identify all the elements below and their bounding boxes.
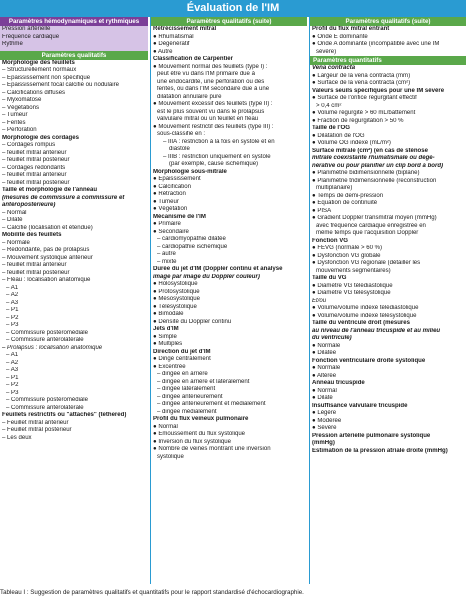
list-item: ● Rétraction bbox=[153, 191, 186, 197]
section-heading: Valeurs seuils spécifiques pour une IM sévère bbox=[312, 87, 445, 94]
list-item: ● Fraction de régurgitation > 50 % bbox=[312, 117, 404, 124]
list-item: ● Sévère bbox=[312, 425, 337, 431]
list-item: ● Inversion du flux systolique bbox=[153, 438, 231, 445]
list-item: est le plus souvent vu dans le prolapsus bbox=[157, 108, 265, 115]
list-item: – Normal bbox=[2, 209, 27, 216]
list-item: – A3 bbox=[6, 299, 19, 306]
list-item: – autre bbox=[157, 251, 176, 257]
list-item: – P1 bbox=[6, 307, 19, 313]
header-qualitative-continued: Paramètres qualitatifs (suite) bbox=[151, 17, 307, 26]
list-item: ● Altérée bbox=[312, 372, 337, 379]
list-item: même temps que l'acquisition Doppler bbox=[316, 230, 419, 236]
section-heading: Insuffisance valvulaire tricuspide bbox=[312, 402, 408, 409]
section-heading: image par image du Doppler couleur) bbox=[153, 273, 260, 280]
list-item: – IIIA : restriction à la fois en systole et en bbox=[163, 138, 275, 145]
list-item: ● Holosystolique bbox=[153, 281, 198, 287]
list-item: – feuillet mitral postérieur bbox=[2, 157, 70, 163]
list-item: ● PISA bbox=[312, 207, 332, 214]
list-item: – Calcifications diffuses bbox=[2, 89, 66, 96]
section-heading: Anneau tricuspide bbox=[312, 380, 365, 386]
section-heading: Fonction ventriculaire droite systolique bbox=[312, 357, 426, 364]
list-item: valvulaire mitral ou un feuillet en fléau bbox=[157, 116, 259, 122]
list-item: ● Temps de demi-pression bbox=[312, 192, 384, 199]
list-item: – A1 bbox=[6, 284, 19, 291]
list-item: systolique bbox=[157, 453, 184, 460]
list-item: ● Primaire bbox=[153, 221, 181, 227]
list-item: – Structurellement normaux bbox=[2, 67, 77, 73]
list-item: ● Émoussement du flux systolique bbox=[153, 431, 246, 437]
list-item: – feuillet mitral antérieur bbox=[2, 172, 67, 178]
section-heading: Fonction VG bbox=[312, 237, 348, 244]
list-item: – Dilaté bbox=[2, 217, 23, 223]
list-item: ● FEVG (normale > 60 %) bbox=[312, 245, 383, 251]
section-heading: Profil du flux mitral entrant bbox=[312, 26, 390, 32]
column-qualitative-quantitative bbox=[309, 17, 466, 584]
list-item: dilatation annulaire pure bbox=[157, 93, 222, 100]
list-item: ● Dysfonction VG globale bbox=[312, 252, 381, 259]
section-heading: Mobilité des feuillets bbox=[2, 232, 62, 238]
list-item: sévère) bbox=[316, 48, 337, 55]
section-heading: au niveau de l'anneau tricuspide et au milieu bbox=[312, 327, 441, 334]
section-heading: nérative ou pour planifier un clip bord à bord) bbox=[312, 162, 444, 169]
list-item: – Épaississement focal calcifié ou nodulaire bbox=[2, 82, 119, 88]
list-item: – cardiomyopathie dilatée bbox=[157, 236, 226, 242]
column-qualitative-continued bbox=[150, 17, 307, 584]
table-title: Évaluation de l'IM bbox=[0, 0, 466, 17]
list-item: ● Planimétrie bidimensionnelle (biplane) bbox=[312, 170, 420, 176]
list-item: – Tumeur bbox=[2, 112, 28, 118]
list-item: ● Dirigé centralement bbox=[153, 356, 211, 362]
quantitative-list bbox=[310, 65, 466, 455]
list-item: (par exemple, cause ischémique) bbox=[169, 161, 259, 167]
section-heading: Taille de l'OG bbox=[312, 125, 350, 131]
list-item: sous-classifié en : bbox=[157, 131, 206, 137]
list-item: ● Bimodale bbox=[153, 311, 184, 317]
list-item: – P3 bbox=[6, 389, 19, 396]
list-item: ● Excentrée bbox=[153, 363, 186, 370]
section-heading: Durée du jet d'IM (Doppler continu et analyse bbox=[153, 266, 283, 272]
list-item: ● Volume/volume indexé télédiastolique bbox=[312, 305, 419, 311]
list-item: mouvements segmentaires) bbox=[316, 267, 391, 274]
list-item: ● Onde E dominante bbox=[312, 33, 368, 40]
list-item: ● Dysfonction VG régionale (détailler les bbox=[312, 260, 421, 266]
list-item: – feuillet mitral antérieur bbox=[2, 149, 67, 156]
list-item: – Feuillet mitral postérieur bbox=[2, 427, 72, 433]
list-item: – A1 bbox=[6, 352, 19, 358]
list-item: multiplanaire) bbox=[316, 185, 353, 191]
list-item: – dirigée en arrière bbox=[157, 371, 208, 377]
list-item: – Myxomatose bbox=[2, 97, 42, 103]
section-heading: Mécanisme de l'IM bbox=[153, 213, 206, 220]
section-heading: Pression artérielle pulmonaire systolique bbox=[312, 432, 431, 439]
table-caption: Tableau I : Suggestion de paramètres qualitatifs et quantitatifs pour le rapport standardisé d'échocardiographie. bbox=[0, 589, 304, 596]
list-item: – feuillet mitral postérieur bbox=[2, 179, 70, 186]
list-item: – P2 bbox=[6, 382, 19, 388]
list-item: ● Dégénératif bbox=[153, 41, 190, 47]
list-item: ● Largeur de la vena contracta (mm) bbox=[312, 72, 411, 79]
list-item: ● Normale bbox=[312, 342, 341, 349]
list-item: ● Simple bbox=[153, 333, 177, 340]
list-item: – Mouvement systolique antérieur bbox=[2, 254, 93, 261]
list-item: Et/ou bbox=[312, 297, 327, 304]
list-item: – A3 bbox=[6, 367, 19, 373]
section-heading: du ventricule) bbox=[312, 335, 352, 341]
list-item: ● Secondaire bbox=[153, 228, 189, 235]
list-item: – Normale bbox=[2, 239, 30, 246]
list-item: ● Normal bbox=[312, 387, 337, 394]
hemodynamic-item: Pression artérielle bbox=[2, 26, 51, 32]
list-item: ● Légère bbox=[312, 410, 337, 416]
list-item: ● Végétation bbox=[153, 206, 188, 212]
hemodynamic-block bbox=[0, 26, 148, 51]
list-item: ● Équation de continuité bbox=[312, 200, 378, 206]
list-item: fentes, ou dans l'IM secondaire due à une bbox=[157, 86, 270, 92]
list-item: ● Mouvement restrictif des feuillets (type III) : bbox=[153, 123, 274, 130]
section-heading: Feuillets restrictifs ou "attachés" (tethered) bbox=[2, 412, 127, 418]
list-item: ● Calcification bbox=[153, 183, 191, 190]
list-item: ● Multiples bbox=[153, 341, 183, 347]
list-item: – dirigée antérieurement et médialement bbox=[157, 401, 266, 407]
list-item: – Commissure postéromédiale bbox=[6, 329, 89, 336]
header-qualitative: Paramètres qualitatifs bbox=[0, 51, 148, 60]
list-item: ● Mésosystolique bbox=[153, 296, 201, 302]
list-item: ● Diamètre VG télédiastolique bbox=[312, 282, 393, 289]
list-item: ● Volume OG indexé (mL/m²) bbox=[312, 140, 391, 146]
qualitative-list bbox=[0, 60, 148, 443]
section-heading: Surface mitrale (cm²) (en cas de sténose bbox=[312, 147, 428, 154]
list-item: ● Normale bbox=[312, 365, 341, 371]
list-item: ● Densité du Doppler continu bbox=[153, 318, 232, 325]
section-heading: Classification de Carpentier bbox=[153, 56, 233, 62]
list-item: ● Mouvement excessif des feuillets (type II) : bbox=[153, 101, 273, 107]
section-heading: Taille du ventricule droit (mesures bbox=[312, 320, 411, 326]
list-item: ● Protosystolique bbox=[153, 288, 200, 295]
list-item: peut être vu dans l'IM primaire due à bbox=[157, 71, 255, 77]
list-item: – mixte bbox=[157, 258, 177, 265]
list-item: ● Autre bbox=[153, 48, 173, 55]
list-item: ● Modérée bbox=[312, 417, 342, 424]
list-item: ● Télésystolique bbox=[153, 303, 197, 310]
list-item: – Épaississement non spécifique bbox=[2, 74, 91, 81]
list-item: ● Dilatation de l'OG bbox=[312, 132, 365, 139]
list-item: diastole bbox=[169, 146, 190, 152]
section-heading: Rétrécissement mitral bbox=[153, 26, 217, 32]
list-item: ● Rhumatismal bbox=[153, 33, 194, 40]
section-heading: Morphologie sous-mitrale bbox=[153, 168, 227, 175]
list-item: – dirigée médialement bbox=[157, 408, 217, 415]
list-item: ● Onde A dominante (incompatible avec une IM bbox=[312, 41, 440, 47]
section-heading: Profil du flux veineux pulmonaire bbox=[153, 416, 249, 422]
list-item: – Commissure antérolatérale bbox=[6, 337, 84, 343]
list-item: – Végétations bbox=[2, 104, 39, 111]
list-item: – Cordages redondants bbox=[2, 164, 66, 171]
list-item: ● Diamètre VG télésystolique bbox=[312, 290, 391, 296]
list-item: une endocardite, une perforation ou des bbox=[157, 78, 265, 85]
list-item: – Redondante, pas de prolapsus bbox=[2, 247, 90, 253]
list-item: – Les deux bbox=[2, 434, 32, 441]
list-item: – Prolapsus : localisation anatomique bbox=[2, 344, 103, 351]
list-item: ● Normal bbox=[153, 423, 178, 430]
list-item: – Fentes bbox=[2, 119, 26, 126]
list-item: ● Mouvement normal des feuillets (type I) : bbox=[153, 63, 268, 70]
list-item: – Fléau : localisation anatomique bbox=[2, 277, 91, 283]
section-heading: Jets d'IM bbox=[153, 326, 179, 332]
list-item: avec fréquence cardiaque enregistrée en bbox=[316, 222, 426, 229]
list-item: – A2 bbox=[6, 359, 19, 366]
list-item: – cardiopathie ischémique bbox=[157, 243, 228, 250]
list-item: ● Volume régurgité > 60 mL/battement bbox=[312, 110, 416, 116]
list-item: ● Volume/volume indexé télésystolique bbox=[312, 312, 417, 319]
list-item: – P2 bbox=[6, 314, 19, 321]
list-item: ● Épaississement bbox=[153, 176, 201, 182]
section-heading: mitrale coexistante rhumatismale ou dégé- bbox=[312, 155, 435, 161]
section-heading: Taille du VG bbox=[312, 275, 347, 281]
qualitative-continued-list bbox=[151, 26, 307, 461]
hemodynamic-item: Fréquence cardiaque bbox=[2, 33, 60, 40]
header-qualitative-continued-2: Paramètres qualitatifs (suite) bbox=[310, 17, 466, 26]
list-item: ● Surface de l'orifice régurgitant effectif bbox=[312, 95, 417, 101]
list-item: – dirigée antérieurement bbox=[157, 393, 223, 400]
list-item: – Perforation bbox=[2, 127, 37, 133]
section-heading: Morphologie des feuillets bbox=[2, 59, 75, 66]
list-item: – Calcifié (localisation et étendue) bbox=[2, 224, 93, 231]
header-quantitative: Paramètres quantitatifs bbox=[310, 56, 466, 65]
section-heading: Taille et morphologie de l'anneau bbox=[2, 187, 98, 193]
list-item: ● Tumeur bbox=[153, 198, 179, 205]
list-item: ● Gradient Doppler transmitral moyen (mmHg) bbox=[312, 215, 437, 221]
section-heading: Vena contracta bbox=[312, 65, 356, 71]
section-heading: (mesures de commissure à commissure et bbox=[2, 194, 125, 201]
list-item: – feuillet mitral postérieur bbox=[2, 269, 70, 276]
section-heading: Direction du jet d'IM bbox=[153, 348, 211, 355]
list-item: – feuillet mitral antérieur bbox=[2, 262, 67, 268]
list-item: > 0,4 cm² bbox=[316, 102, 342, 109]
list-item: – P3 bbox=[6, 322, 19, 328]
list-item: – Commissure antérolatérale bbox=[6, 404, 84, 411]
list-item: – IIIB : restriction uniquement en systole bbox=[163, 153, 271, 160]
list-item: ● Dilaté bbox=[312, 395, 333, 401]
header-hemodynamic: Paramètres hémodynamiques et rythmiques bbox=[0, 17, 148, 26]
column-hemodynamic-qualitative bbox=[0, 17, 148, 584]
list-item: ● Planimétrie tridimensionnelle (reconstruction bbox=[312, 177, 437, 184]
list-item: – dirigée latéralement bbox=[157, 386, 216, 392]
section-heading: (mmHg) bbox=[312, 440, 335, 446]
section-heading: Morphologie des cordages bbox=[2, 134, 79, 141]
list-item: – Cordages rompus bbox=[2, 142, 56, 148]
list-item: ● Surface de la vena contracta (cm²) bbox=[312, 80, 411, 86]
list-item: ● Dilatée bbox=[312, 350, 337, 356]
section-heading: Estimation de la pression atriale droite (mmHg) bbox=[312, 447, 448, 454]
list-item: – A2 bbox=[6, 292, 19, 298]
list-item: ● Nombre de veines montrant une inversion bbox=[153, 446, 271, 452]
list-item: – P1 bbox=[6, 374, 19, 381]
list-item: – dirigée en arrière et latéralement bbox=[157, 378, 250, 385]
mitral-inflow-list bbox=[310, 26, 466, 56]
list-item: – Feuillet mitral antérieur bbox=[2, 419, 69, 426]
section-heading: antéropostérieure) bbox=[2, 202, 56, 208]
list-item: – Commissure postéromédiale bbox=[6, 397, 89, 403]
hemodynamic-item: Rythme bbox=[2, 41, 23, 47]
